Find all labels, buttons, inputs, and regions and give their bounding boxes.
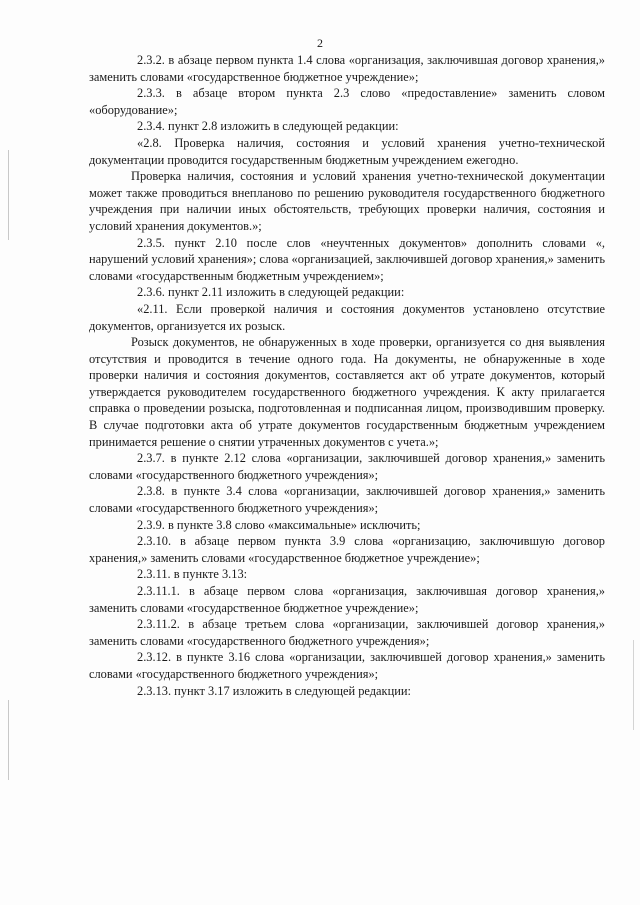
paragraph-2-3-8: 2.3.8. в пункте 3.4 слова «организации, заключившей договор хранения,» заменить словами «государственного бюджетного учреждения»; bbox=[89, 484, 605, 516]
paragraph-2-3-2: 2.3.2. в абзаце первом пункта 1.4 слова «организация, заключившая договор хранения,» заменить словами «государственное бюджетное учреждение»; bbox=[89, 53, 605, 84]
scan-artifact-left-lower bbox=[8, 700, 9, 780]
paragraph-2-3-4: 2.3.4. пункт 2.8 изложить в следующей редакции: bbox=[137, 119, 399, 134]
paragraph-2-3-9: 2.3.9. в пункте 3.8 слово «максимальные» исключить; bbox=[137, 517, 421, 532]
scan-artifact-right bbox=[633, 640, 634, 730]
paragraph-2-3-11: 2.3.11. в пункте 3.13: bbox=[137, 567, 248, 582]
paragraph-2-3-6: 2.3.6. пункт 2.11 изложить в следующей редакции: bbox=[137, 285, 405, 300]
paragraph-2-3-3: 2.3.3. в абзаце втором пункта 2.3 слово «предоставление» заменить словом «оборудование»; bbox=[89, 86, 605, 117]
paragraph-2-3-10: 2.3.10. в абзаце первом пункта 3.9 слова «организацию, заключившую договор хранения,» заменить словами «государственное бюджетное учреждение»; bbox=[89, 534, 605, 565]
paragraph-2-3-11-2: 2.3.11.2. в абзаце третьем слова «организации, заключившей договор хранения,» заменить словами «государственного бюджетного учреждения»; bbox=[89, 617, 605, 648]
paragraph-2-3-13: 2.3.13. пункт 3.17 изложить в следующей редакции: bbox=[137, 683, 411, 698]
paragraph-2-3-11-1: 2.3.11.1. в абзаце первом слова «организация, заключившая договор хранения,» заменить словами «государственное бюджетное учреждение»; bbox=[89, 584, 605, 615]
page-number: 2 bbox=[317, 36, 323, 50]
paragraph-2-3-12: 2.3.12. в пункте 3.16 слова «организации, заключившей договор хранения,» заменить словами «государственного бюджетного учреждения»; bbox=[89, 650, 605, 681]
paragraph-2-3-5: 2.3.5. пункт 2.10 после слов «неучтенных документов» дополнить словами «, нарушений условий хранения»; слова «организацией, заключившей договор хранения,» заменить словами «государственным бюджетным учреждением»; bbox=[89, 235, 605, 283]
paragraph-quote-2-8-cont: Проверка наличия, состояния и условий хранения учетно-технической документации может также проводиться внепланово по решению руководителя государственного бюджетного учреждения при наличии иных обстоятельств, требующих проверки наличия, состояния и условий хранения документов.»; bbox=[89, 169, 605, 233]
paragraph-quote-2-11: «2.11. Если проверкой наличия и состояния документов установлено отсутствие документов, организуется их розыск. bbox=[89, 301, 605, 333]
paragraph-quote-2-11-cont: Розыск документов, не обнаруженных в ходе проверки, организуется со дня выявления отсутствия и проводится в течение одного года. На документы, не обнаруженные в ходе проверки наличия и состояния документов, составляется акт об утрате документов, который утверждается руководителем государственного бюджетного учреждения. К акту прилагается справка о проведении розыска, подготовленная и подписанная лицом, производившим проверку. В случае подготовки акта об утрате документов государственным бюджетным учреждением принимается решение о снятии утраченных документов с учета.»; bbox=[89, 335, 605, 449]
paragraph-2-3-7: 2.3.7. в пункте 2.12 слова «организации, заключившей договор хранения,» заменить словами «государственного бюджетного учреждения»; bbox=[89, 451, 605, 482]
paragraph-quote-2-8: «2.8. Проверка наличия, состояния и условий хранения учетно-технической документации проводится государственным бюджетным учреждением ежегодно. bbox=[89, 135, 605, 167]
scan-artifact-left bbox=[8, 150, 9, 240]
document-body bbox=[89, 52, 605, 699]
